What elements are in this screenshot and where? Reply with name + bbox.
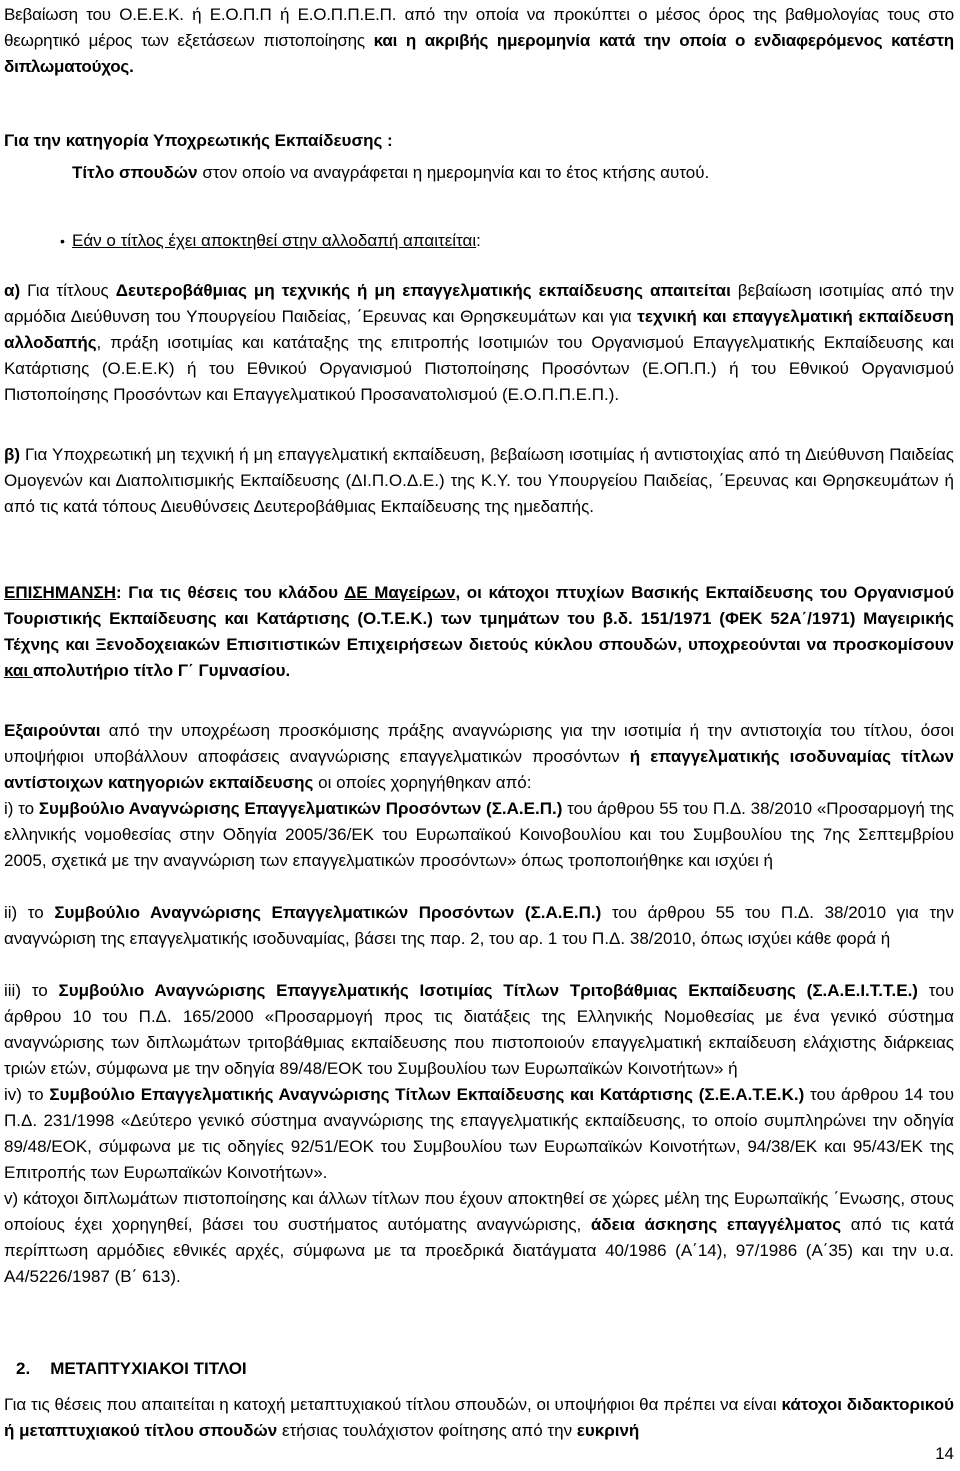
- secondary-education-paragraph: [4, 278, 954, 408]
- item-v: [4, 1186, 954, 1290]
- item-iv: [4, 1082, 954, 1186]
- item-iii: [4, 978, 954, 1082]
- item-iii-text: του άρθρου 10 του Π.Δ. 165/2000 «Προσαρμογή προς τις διατάξεις της Ελληνικής Νομοθεσίας με ένα γενικό σύστημα αναγνώρισης των διπλωμάτων τριτοβάθμιας εκπαίδευσης που πιστοποιούν επαγγελματική εκπαίδευση ελάχιστης διάρκειας τριών ετών, σύμφωνα με την οδηγία 89/48/ΕΟΚ του Συμβουλίου των Ευρωπαϊκών Κοινοτήτων» ή: [4, 981, 954, 1078]
- page-number: 14: [935, 1444, 954, 1463]
- para-a-bold-1: Δευτεροβάθμιας μη τεχνικής ή μη επαγγελματικής εκπαίδευσης απαιτείται: [115, 281, 731, 300]
- para-a-text-1: Για τίτλους: [20, 281, 116, 300]
- title-requirement-bold: Τίτλο σπουδών: [72, 163, 198, 182]
- para-b-label: β): [4, 445, 21, 464]
- bullet-icon: •: [60, 233, 65, 249]
- exemption-paragraph: [4, 718, 954, 796]
- note-paragraph: [4, 580, 954, 684]
- item-iii-bold: Συμβούλιο Αναγνώρισης Επαγγελματικής Ισοτιμίας Τίτλων Τριτοβάθμιας Εκπαίδευσης (Σ.Α.Ε.Ι.Τ.Τ.Ε.): [58, 981, 918, 1000]
- item-ii-prefix: ii) το: [4, 903, 55, 922]
- para-b-text: Για Υποχρεωτική μη τεχνική ή μη επαγγελματική εκπαίδευση, βεβαίωση ισοτιμίας ή αντιστοιχίας από τη Διεύθυνση Παιδείας Ομογενών και Διαπολιτισμικής Εκπαίδευσης (ΔΙ.Π.Ο.Δ.Ε.) της Κ.Υ. του Υπουργείου Παιδείας, ΄Ερευνας και Θρησκευμάτων ή από τις κατά τόπους Διευθύνσεις Δευτεροβάθμιας Εκπαίδευσης της ημεδαπής.: [4, 445, 954, 516]
- section-2-bold-1: κάτοχοι διδακτορικού ή μεταπτυχιακού τίτλου σπουδών: [4, 1395, 954, 1440]
- note-and: και: [4, 661, 33, 680]
- item-v-bold: άδεια άσκησης επαγγέλματος: [590, 1215, 842, 1234]
- item-v-text-1: v) κάτοχοι διπλωμάτων πιστοποίησης και άλλων τίτλων που έχουν αποκτηθεί σε χώρες μέλη της Ευρωπαϊκής ΄Ενωσης, στους οποίους έχει χορηγηθεί, βάσει του συστήματος αυτόματης αναγνώρισης,: [4, 1189, 954, 1234]
- item-iv-text: του άρθρου 14 του Π.Δ. 231/1998 «Δεύτερο γενικό σύστημα αναγνώρισης της επαγγελματικής εκπαίδευσης, το οποίο συμπληρώνει την οδηγία 89/48/ΕΟΚ, σύμφωνα με τις οδηγίες 92/51/ΕΟΚ του Συμβουλίου των Ευρωπαϊκών Κοινοτήτων, 94/38/ΕΚ και 95/43/ΕΚ της Επιτροπής των Ευρωπαϊκών Κοινοτήτων».: [4, 1085, 954, 1182]
- section-2-number: 2.: [16, 1359, 31, 1378]
- note-text-2: , οι κάτοχοι πτυχίων Βασικής Εκπαίδευσης του Οργανισμού Τουριστικής Εκπαίδευσης και Κατάρτισης (Ο.Τ.Ε.Κ.) των τμημάτων του β.δ. 151/1971 (ΦΕΚ 52Α΄/1971) Μαγειρικής Τέχνης και Ξενοδοχειακών Επισιτιστικών Επιχειρήσεων διετούς κύκλου σπουδών, υποχρεούνται να προσκομίσουν: [4, 583, 954, 654]
- note-text-1: : Για τις θέσεις του κλάδου: [116, 583, 345, 602]
- item-ii-bold: Συμβούλιο Αναγνώρισης Επαγγελματικών Προσόντων (Σ.Α.Ε.Π.): [54, 903, 602, 922]
- foreign-title-heading-colon: :: [476, 231, 481, 250]
- item-i-text: του άρθρου 55 του Π.Δ. 38/2010 «Προσαρμογή της ελληνικής νομοθεσίας στην Οδηγία 2005/36/ΕΚ του Ευρωπαϊκού Κοινοβουλίου και του Συμβουλίου της 7ης Σεπτεμβρίου 2005, σχετικά με την αναγνώριση των επαγγελματικών προσόντων» όπως τροποποιήθηκε και ισχύει ή: [4, 799, 954, 870]
- item-i-prefix: i) το: [4, 799, 39, 818]
- note-label: ΕΠΙΣΗΜΑΝΣΗ: [4, 583, 117, 602]
- exemption-text-1: από την υποχρέωση προσκόμισης πράξης αναγνώρισης για την ισοτιμία ή την αντιστοιχία του τίτλου, όσοι υποψήφιοι υποβάλλουν αποφάσεις αναγνώρισης επαγγελματικών προσόντων: [4, 721, 954, 766]
- para-a-text-2: βεβαίωση ισοτιμίας από την αρμόδια Διεύθυνση του Υπουργείου Παιδείας, ΄Ερευνας και Θρησκευμάτων και για: [4, 281, 955, 326]
- exemption-text-2: οι οποίες χορηγήθηκαν από:: [313, 773, 532, 792]
- item-ii: [4, 900, 954, 952]
- para-a-bold-2: τεχνική και επαγγελματική εκπαίδευση αλλοδαπής: [4, 307, 954, 352]
- para-a-label: α): [4, 281, 21, 300]
- compulsory-heading: Για την κατηγορία Υποχρεωτικής Εκπαίδευσης :: [4, 131, 393, 150]
- section-2-heading: [4, 1356, 954, 1382]
- title-requirement-text: στον οποίο να αναγράφεται η ημερομηνία και το έτος κτήσης αυτού.: [197, 163, 710, 182]
- exemption-bold: Εξαιρούνται: [4, 721, 101, 740]
- item-i-bold: Συμβούλιο Αναγνώρισης Επαγγελματικών Προσόντων (Σ.Α.Ε.Π.): [38, 799, 563, 818]
- title-requirement-block: [4, 160, 954, 186]
- compulsory-education-paragraph: [4, 442, 954, 520]
- note-text-3: απολυτήριο τίτλο Γ΄ Γυμνασίου.: [32, 661, 291, 680]
- certificate-text: Βεβαίωση του Ο.Ε.Ε.Κ. ή Ε.Ο.Π.Π ή Ε.Ο.Π.Π.Ε.Π. από την οποία να προκύπτει ο μέσος όρος της βαθμολογίας τους στο θεωρητικό μέρος των εξετάσεων πιστοποίησης: [4, 5, 954, 50]
- section-2-text-1: Για τις θέσεις που απαιτείται η κατοχή μεταπτυχιακού τίτλου σπουδών, οι υποψήφιοι θα πρέπει να είναι: [4, 1395, 782, 1414]
- para-a-text-3: , πράξη ισοτιμίας και κατάταξης της επιτροπής Ισοτιμιών του Οργανισμού Επαγγελματικής Εκπαίδευσης και Κατάρτισης (Ο.Ε.Ε.Κ) ή του Εθνικού Οργανισμού Πιστοποίησης Προσόντων (Ε.ΟΠ.Π.) ή του Εθνικού Οργανισμού Πιστοποίησης Προσόντων και Επαγγελματικού Προσανατολισμού (Ε.Ο.Π.Π.Ε.Π.).: [4, 333, 954, 404]
- section-2-bold-2: ευκρινή: [576, 1421, 640, 1440]
- item-i: [4, 796, 954, 874]
- section-2-paragraph: [4, 1392, 954, 1444]
- item-v-text-2: από τις κατά περίπτωση αρμόδιες εθνικές αρχές, σύμφωνα με τα προεδρικά διατάγματα 40/1986 (Α΄14), 97/1986 (Α΄35) και την υ.α. Α4/5226/1987 (Β΄ 613).: [4, 1215, 954, 1286]
- foreign-title-heading: Εάν ο τίτλος έχει αποκτηθεί στην αλλοδαπή απαιτείται: [72, 231, 477, 250]
- certificate-text-bold: και η ακριβής ημερομηνία κατά την οποία ο ενδιαφερόμενος κατέστη διπλωματούχος.: [4, 31, 954, 76]
- exemption-bold-2: ή επαγγελματικής ισοδυναμίας τίτλων αντίστοιχων κατηγοριών εκπαίδευσης: [4, 747, 955, 792]
- item-iii-prefix: iii) το: [4, 981, 59, 1000]
- certificate-paragraph: [4, 2, 954, 80]
- item-iv-prefix: iv) το: [4, 1085, 50, 1104]
- note-cooks-branch: ΔΕ Μαγείρων: [344, 583, 456, 602]
- section-2-text-2: ετήσιας τουλάχιστον φοίτησης από την: [277, 1421, 577, 1440]
- compulsory-heading-block: [4, 128, 954, 154]
- item-ii-text: του άρθρου 55 του Π.Δ. 38/2010 για την αναγνώριση της επαγγελματικής ισοδυναμίας, βάσει της παρ. 2, του αρ. 1 του Π.Δ. 38/2010, όπως ισχύει κάθε φορά ή: [4, 903, 954, 948]
- item-iv-bold: Συμβούλιο Επαγγελματικής Αναγνώρισης Τίτλων Εκπαίδευσης και Κατάρτισης (Σ.Ε.Α.Τ.Ε.Κ.): [49, 1085, 805, 1104]
- foreign-title-heading-block: [4, 228, 954, 254]
- section-2-title: ΜΕΤΑΠΤΥΧΙΑΚΟΙ ΤΙΤΛΟΙ: [50, 1359, 247, 1378]
